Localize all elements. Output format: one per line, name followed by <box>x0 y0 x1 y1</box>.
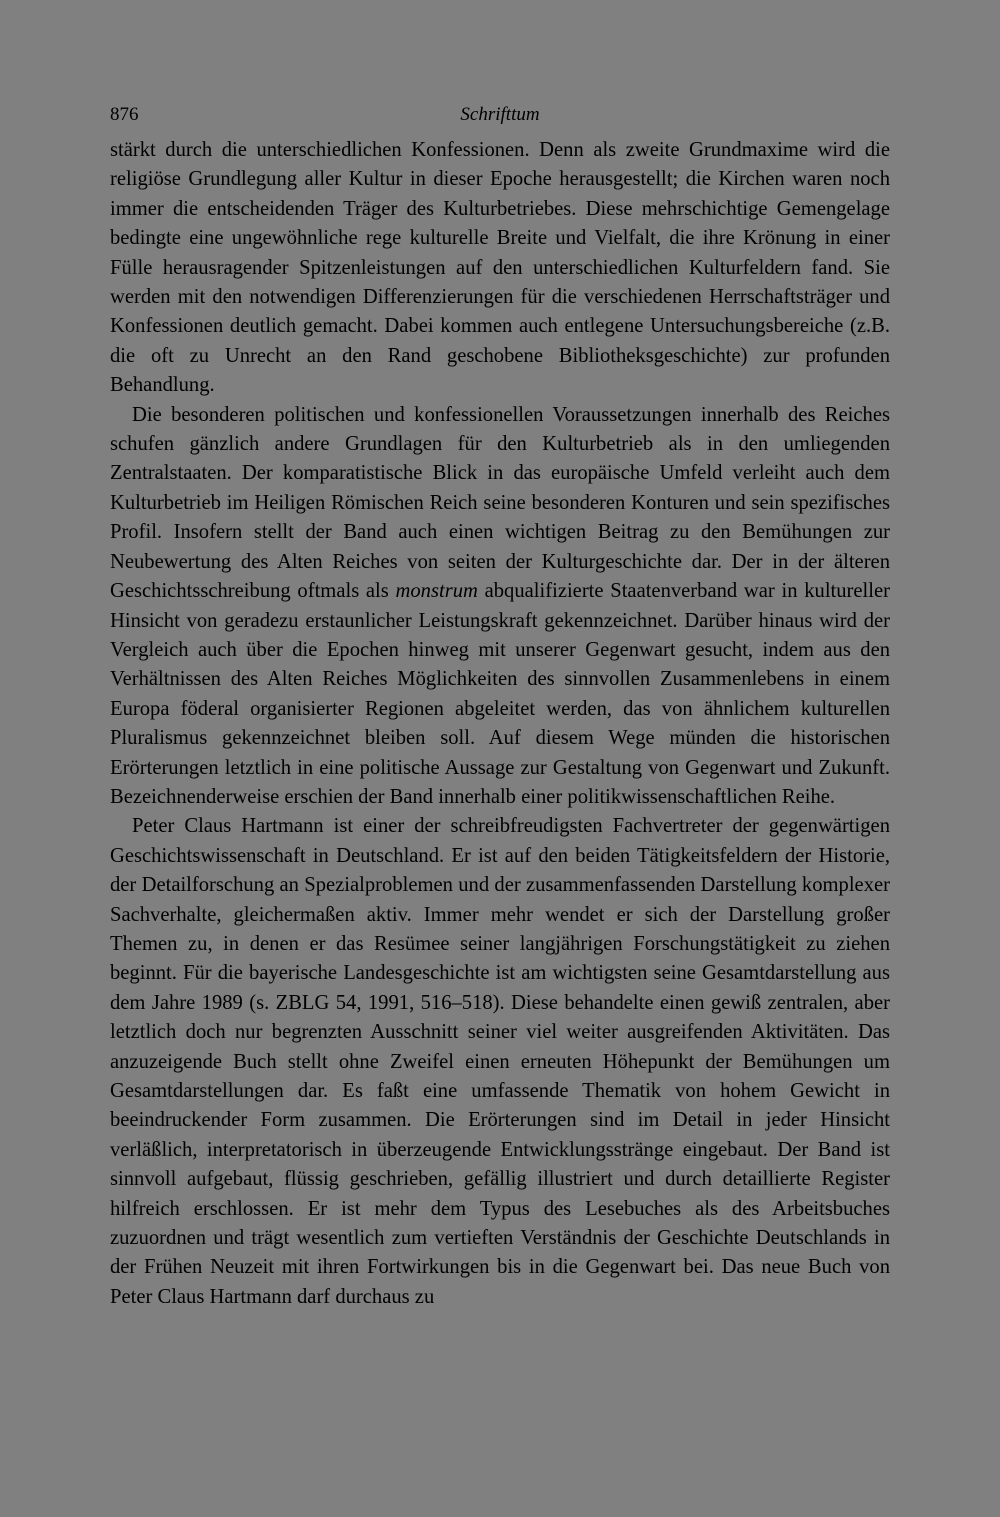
paragraph-1: stärkt durch die unterschiedlichen Konfessionen. Denn als zweite Grundmaxime wird die religiöse Grundlegung aller Kultur in dieser Epoche herausgestellt; die Kirchen waren noch immer die entscheidenden Träger des Kulturbetriebes. Diese mehrschichtige Gemengelage bedingte eine ungewöhnliche rege kulturelle Breite und Vielfalt, die ihre Krönung in einer Fülle herausragender Spitzenleistungen auf den unterschiedlichen Kulturfeldern fand. Sie werden mit den notwendigen Differenzierungen für die verschiedenen Herrschaftsträger und Konfessionen deutlich gemacht. Dabei kommen auch entlegene Untersuchungsbereiche (z.B. die oft zu Unrecht an den Rand geschobene Bibliotheksgeschichte) zur profunden Behandlung. <box>110 139 890 397</box>
page-header <box>110 96 890 136</box>
italic-term: monstrum <box>395 580 478 603</box>
paragraph-2-text-before: Die besonderen politischen und konfessionellen Voraussetzungen innerhalb des Reiches schufen gänzlich andere Grundlagen für den Kulturbetrieb als in den umliegenden Zentralstaaten. Der komparatistische Blick in das europäische Umfeld verleiht auch dem Kulturbetrieb im Heiligen Römischen Reich seine besonderen Konturen und sein spezifisches Profil. Insofern stellt der Band auch einen wichtigen Beitrag zu den Bemühungen zur Neubewertung des Alten Reiches von seiten der Kulturgeschichte dar. Der in der älteren Geschichtsschreibung oftmals als <box>110 403 890 603</box>
paragraph-2-text-after: abqualifizierte Staatenverband war in kultureller Hinsicht von geradezu erstaunlicher Leistungskraft gekennzeichnet. Darüber hinaus wird der Vergleich auch über die Epochen hinweg mit unserer Gegenwart gesucht, indem aus den Verhältnissen des Alten Reiches Möglichkeiten des sinnvollen Zusammenlebens in einem Europa föderal organisierter Regionen abgeleitet werden, das von ähnlichem kulturellen Pluralismus gekennzeichnet bleiben soll. Auf diesem Wege münden die historischen Erörterungen letztlich in eine politische Aussage zur Gestaltung von Gegenwart und Zukunft. Bezeichnenderweise erschien der Band innerhalb einer politikwissenschaftlichen Reihe. <box>110 580 891 808</box>
paragraph-3: Peter Claus Hartmann ist einer der schreibfreudigsten Fachvertreter der gegenwärtigen Geschichtswissenschaft in Deutschland. Er ist auf den beiden Tätigkeitsfeldern der Historie, der Detailforschung an Spezialproblemen und der zusammenfassenden Darstellung komplexer Sachverhalte, gleichermaßen aktiv. Immer mehr wendet er sich der Darstellung großer Themen zu, in denen er das Resümee seiner langjährigen Forschungstätigkeit zu ziehen beginnt. Für die bayerische Landesgeschichte ist am wichtigsten seine Gesamtdarstellung aus dem Jahre 1989 (s. ZBLG 54, 1991, 516–518). Diese behandelte einen gewiß zentralen, aber letztlich doch nur begrenzten Ausschnitt seiner viel weiter ausgreifenden Aktivitäten. Das anzuzeigende Buch stellt ohne Zweifel einen erneuten Höhepunkt der Bemühungen um Gesamtdarstellungen dar. Es faßt eine umfassende Thematik von hohem Gewicht in beeindruckender Form zusammen. Die Erörterungen sind im Detail in jeder Hinsicht verläßlich, interpretatorisch in überzeugende Entwicklungsstränge eingebaut. Der Band ist sinnvoll aufgebaut, flüssig geschrieben, gefällig illustriert und durch detaillierte Register hilfreich erschlossen. Er ist mehr dem Typus des Lesebuches als des Arbeitsbuches zuzuordnen und trägt wesentlich zum vertieften Verständnis der Geschichte Deutschlands in der Frühen Neuzeit mit ihren Fortwirkungen bis in die Gegenwart bei. Das neue Buch von Peter Claus Hartmann darf durchaus zu <box>110 815 890 1308</box>
body-text <box>110 136 890 1312</box>
page-number: 876 <box>110 104 139 125</box>
paragraph-2 <box>110 401 890 813</box>
document-page <box>110 96 890 1312</box>
running-title: Schrifttum <box>460 104 540 125</box>
